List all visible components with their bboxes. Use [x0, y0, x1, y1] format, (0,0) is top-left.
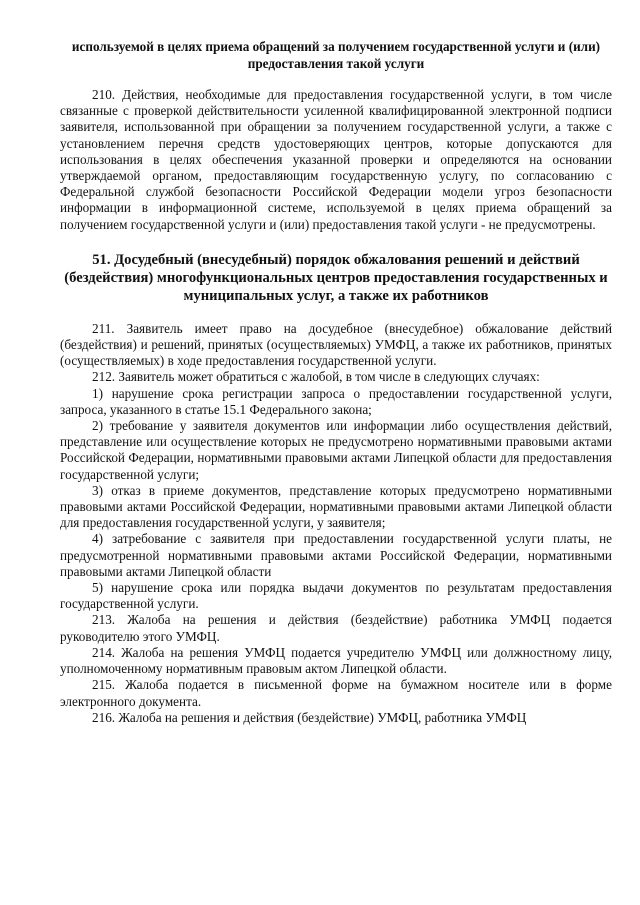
paragraph-214: 214. Жалоба на решения УМФЦ подается учредителю УМФЦ или должностному лицу, уполномоченному нормативным правовым актом Липецкой области.	[60, 644, 612, 677]
paragraph-213: 213. Жалоба на решения и действия (бездействие) работника УМФЦ подается руководителю этого УМФЦ.	[60, 612, 612, 644]
list-item-2: 2) требование у заявителя документов или информации либо осуществления действий, представление или осуществление которых не предусмотрено нормативными правовыми актами Российской Федерации, нормативными правовыми актами Липецкой области для предоставления государственной услуги;	[60, 418, 612, 482]
list-item-1: 1) нарушение срока регистрации запроса о предоставлении государственной услуги, запроса, указанного в статье 15.1 Федерального закона;	[60, 385, 612, 417]
paragraph-215: 215. Жалоба подается в письменной форме на бумажном носителе или в форме электронного документа.	[60, 677, 612, 709]
document-page	[60, 38, 612, 726]
top-heading: используемой в целях приема обращений за получением государственной услуги и (или) предоставления такой услуги	[71, 39, 601, 71]
section-body	[60, 321, 612, 726]
paragraph-211: 211. Заявитель имеет право на досудебное (внесудебное) обжалование действий (бездействия) и решений, принятых (осуществляемых) УМФЦ, а также их работников, принятых (осуществляемых) в ходе предоставления государственной услуги.	[60, 320, 612, 369]
list-item-4: 4) затребование с заявителя при предоставлении государственной услуги платы, не предусмотренной нормативными правовыми актами Российской Федерации, нормативными правовыми актами Липецкой области	[60, 531, 612, 579]
paragraph-212: 212. Заявитель может обратиться с жалобой, в том числе в следующих случаях:	[92, 369, 540, 385]
section-heading: 51. Досудебный (внесудебный) порядок обжалования решений и действий (бездействия) многофункциональных центров предоставления государственных и муниципальных услуг, а также их работников	[64, 251, 608, 304]
section-spacer	[60, 233, 612, 247]
paragraph-210: 210. Действия, необходимые для предоставления государственной услуги, в том числе связанные с проверкой действительности усиленной квалифицированной электронной подписи заявителя, использованной при обращении за получением государственной услуги, а также с установлением перечня средств удостоверяющих центров, которые допускаются для использования в целях обеспечения указанной проверки и определяются на основании утверждаемой органом, предоставляющим государственную услугу, по согласованию с Федеральной службой безопасности Российской Федерации модели угроз безопасности информации в информационной системе, используемой в целях приема обращений за получением государственной услуги и (или) предоставления такой услуги - не предусмотрены.	[60, 87, 612, 232]
paragraph-216: 216. Жалоба на решения и действия (бездействие) УМФЦ, работника УМФЦ	[92, 709, 527, 725]
list-item-3: 3) отказ в приеме документов, представление которых предусмотрено нормативными правовыми актами Российской Федерации, нормативными правовыми актами Липецкой области для предоставления государственной услуги, у заявителя;	[60, 482, 612, 531]
list-item-5: 5) нарушение срока или порядка выдачи документов по результатам предоставления государственной услуги.	[60, 580, 612, 612]
